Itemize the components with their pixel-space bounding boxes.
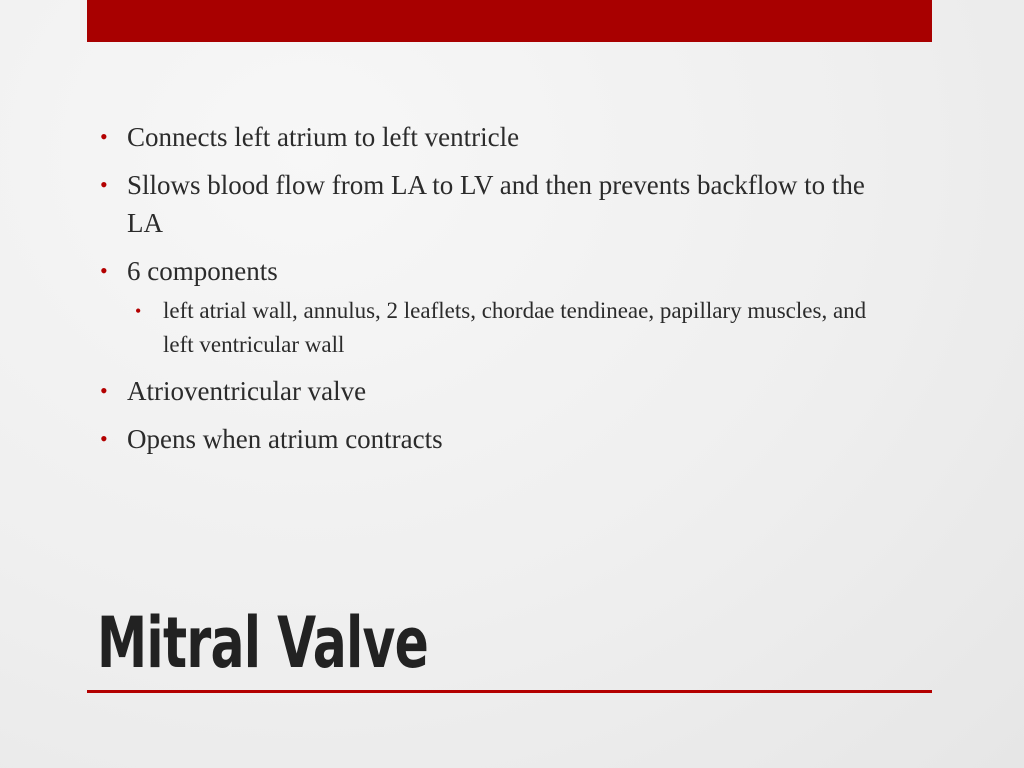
sub-bullet-icon: • [135,301,142,321]
bullet-icon: • [100,258,108,283]
bullet-text: Atrioventricular valve [127,376,367,406]
bullet-icon: • [100,172,108,197]
bullet-item [100,118,880,156]
sub-bullet-list [135,294,880,362]
title-underline [87,690,932,693]
bullet-text: Opens when atrium contracts [127,424,443,454]
bullet-item [100,372,880,410]
bullet-list [100,118,880,458]
bullet-icon: • [100,124,108,149]
bullet-text: Connects left atrium to left ventricle [127,122,520,152]
bullet-item [100,252,880,362]
bullet-icon: • [100,426,108,451]
sub-bullet-item [135,294,880,362]
bullet-text: 6 components [127,256,278,286]
sub-bullet-text: left atrial wall, annulus, 2 leaflets, chordae tendineae, papillary muscles, and left ventricular wall [163,298,867,357]
top-accent-bar [87,0,932,42]
bullet-item [100,166,880,242]
slide-title: Mitral Valve [97,602,429,684]
slide-body [100,118,880,468]
bullet-icon: • [100,378,108,403]
bullet-item [100,420,880,458]
bullet-text: Sllows blood flow from LA to LV and then prevents backflow to the LA [127,170,865,238]
